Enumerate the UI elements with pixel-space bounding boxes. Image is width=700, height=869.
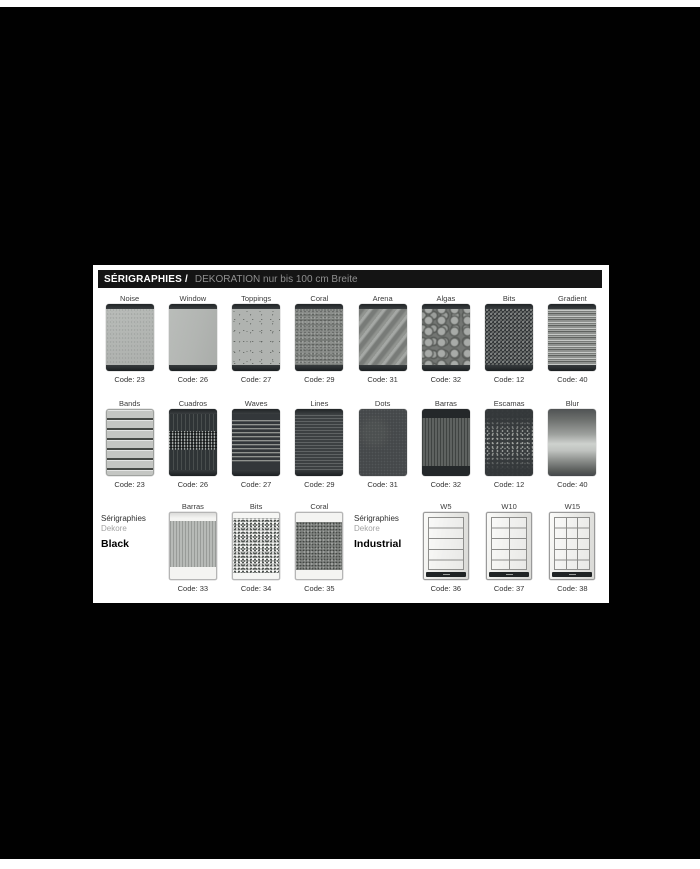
decor-label: Blur [565, 398, 580, 408]
decor-label: Algas [436, 293, 456, 303]
group-line-serigraphies: Sérigraphies [354, 514, 399, 523]
decor-item [161, 397, 224, 489]
decor-label: Cuadros [178, 398, 208, 408]
decor-code: Code: 23 [114, 375, 145, 384]
cabinet-base [426, 572, 466, 577]
section-title: SÉRIGRAPHIES / [104, 273, 191, 285]
cabinet-base [489, 572, 529, 577]
swatch-cabinet-w10 [486, 512, 532, 580]
swatch-dots [359, 409, 407, 476]
swatch-algas [422, 304, 470, 371]
decor-item [478, 292, 541, 384]
decor-label: Bits [249, 501, 263, 511]
decor-code: Code: 23 [114, 480, 145, 489]
decor-code: Code: 32 [430, 480, 462, 489]
decor-item [161, 500, 224, 593]
swatch-gradient [548, 304, 596, 371]
decor-code: Code: 27 [240, 480, 272, 489]
decor-item [161, 292, 224, 384]
swatch-bits [485, 304, 533, 371]
swatch-escamas [485, 409, 533, 476]
decor-code: Code: 26 [177, 480, 209, 489]
swatch-lines [295, 409, 343, 476]
decor-label: Escamas [493, 398, 525, 408]
swatch-waves [232, 409, 280, 476]
decor-code: Code: 32 [430, 375, 462, 384]
cabinet-shelves [554, 517, 590, 570]
decor-row-light [98, 292, 604, 384]
group-name-industrial: Industrial [354, 538, 402, 550]
swatch-cabinet-w15 [549, 512, 595, 580]
swatch-coral-black [295, 512, 343, 580]
decor-label: Waves [244, 398, 268, 408]
section-subtitle: DEKORATION nur bis 100 cm Breite [194, 273, 358, 285]
decor-label: Arena [372, 293, 393, 303]
decor-row-dark [98, 397, 604, 489]
swatch-bands [106, 409, 154, 476]
swatch-arena [359, 304, 407, 371]
decor-item [225, 500, 288, 593]
decor-label: Window [179, 293, 207, 303]
decor-label: Coral [310, 501, 329, 511]
decor-item [288, 500, 351, 593]
swatch-cabinet-w5 [423, 512, 469, 580]
cabinet-shelves [428, 517, 464, 570]
decor-item [541, 500, 604, 593]
group-line-dekore: Dekore [101, 524, 127, 533]
decor-item [414, 397, 477, 489]
decor-label: Barras [434, 398, 457, 408]
decor-label: Bits [502, 293, 516, 303]
swatch-bits-black [232, 512, 280, 580]
group-label-black [98, 500, 161, 593]
decor-code: Code: 29 [304, 480, 335, 489]
decor-code: Code: 40 [557, 480, 588, 489]
swatch-barras-black [169, 512, 217, 580]
decor-label: W15 [564, 501, 581, 511]
decor-item [351, 397, 414, 489]
swatch-barras [422, 409, 470, 476]
swatch-toppings [232, 304, 280, 371]
swatch-coral [295, 304, 343, 371]
decor-item [98, 292, 161, 384]
decor-label: Gradient [557, 293, 587, 303]
decor-code: Code: 12 [493, 480, 525, 489]
decor-item [478, 500, 541, 593]
decor-item [288, 292, 351, 384]
decor-code: Code: 34 [240, 584, 272, 593]
decor-item [541, 397, 604, 489]
decor-row-groups [98, 500, 604, 593]
group-line-dekore: Dekore [354, 524, 380, 533]
decor-code: Code: 27 [240, 375, 272, 384]
decor-label: Coral [310, 293, 329, 303]
decor-code: Code: 31 [367, 480, 398, 489]
decor-item [225, 292, 288, 384]
decor-label: Noise [120, 293, 140, 303]
decor-item [288, 397, 351, 489]
decor-label: Dots [374, 398, 391, 408]
decor-item [414, 292, 477, 384]
decor-code: Code: 31 [367, 375, 398, 384]
section-header-bar [98, 270, 602, 288]
decor-label: W10 [501, 501, 517, 511]
decor-label: Barras [181, 501, 204, 511]
swatch-window [169, 304, 217, 371]
decor-code: Code: 36 [430, 584, 462, 593]
decor-code: Code: 40 [557, 375, 588, 384]
decor-code: Code: 26 [177, 375, 209, 384]
swatch-noise [106, 304, 154, 371]
decor-code: Code: 35 [304, 584, 335, 593]
decor-label: W5 [440, 501, 452, 511]
decor-code: Code: 29 [304, 375, 335, 384]
decor-label: Toppings [241, 293, 272, 303]
decor-item [98, 397, 161, 489]
group-line-serigraphies: Sérigraphies [101, 514, 146, 523]
decor-item [478, 397, 541, 489]
swatch-blur [548, 409, 596, 476]
decor-label: Lines [310, 398, 329, 408]
decor-item [541, 292, 604, 384]
cabinet-shelves [491, 517, 527, 570]
catalog-panel [93, 265, 609, 603]
decor-code: Code: 38 [557, 584, 588, 593]
cabinet-base [552, 572, 592, 577]
swatch-cuadros [169, 409, 217, 476]
group-label-industrial [351, 500, 414, 593]
decor-code: Code: 12 [493, 375, 525, 384]
decor-item [351, 292, 414, 384]
decor-code: Code: 33 [177, 584, 209, 593]
decor-code: Code: 37 [493, 584, 525, 593]
decor-label: Bands [118, 398, 141, 408]
group-name-black: Black [101, 538, 130, 550]
decor-item [225, 397, 288, 489]
decor-item [414, 500, 477, 593]
